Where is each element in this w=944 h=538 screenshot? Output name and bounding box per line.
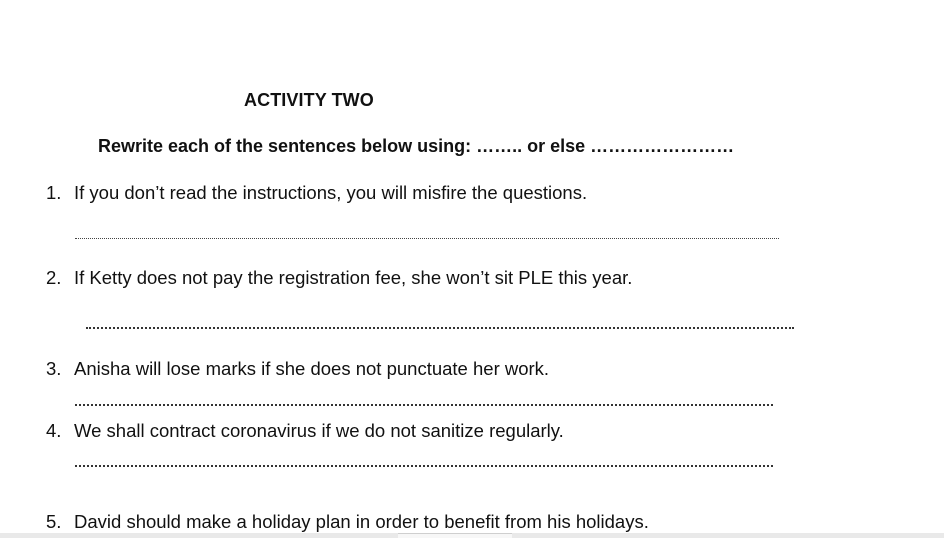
question-number: 5. [46,511,62,532]
question-item-5 [46,511,649,533]
activity-title: ACTIVITY TWO [244,90,374,110]
question-text: If you don’t read the instructions, you will misfire the questions. [74,182,588,203]
question-number: 1. [46,182,62,203]
answer-line-2[interactable] [86,327,794,329]
instruction-text: Rewrite each of the sentences below using: …….. or else …………………… [98,136,735,156]
question-item-1 [46,182,587,204]
question-text: David should make a holiday plan in order to benefit from his holidays. [74,511,649,532]
answer-line-3[interactable] [75,404,773,406]
question-item-3 [46,358,549,380]
question-text: If Ketty does not pay the registration fee, she won’t sit PLE this year. [74,267,633,288]
question-text: Anisha will lose marks if she does not punctuate her work. [74,358,550,379]
question-number: 2. [46,267,62,288]
bottom-bar-tab[interactable] [398,533,512,538]
question-text: We shall contract coronavirus if we do not sanitize regularly. [74,420,564,441]
question-item-4 [46,420,564,442]
answer-line-4[interactable] [75,465,773,467]
answer-line-1[interactable] [75,238,779,239]
question-number: 3. [46,358,62,379]
question-item-2 [46,267,632,289]
question-number: 4. [46,420,62,441]
